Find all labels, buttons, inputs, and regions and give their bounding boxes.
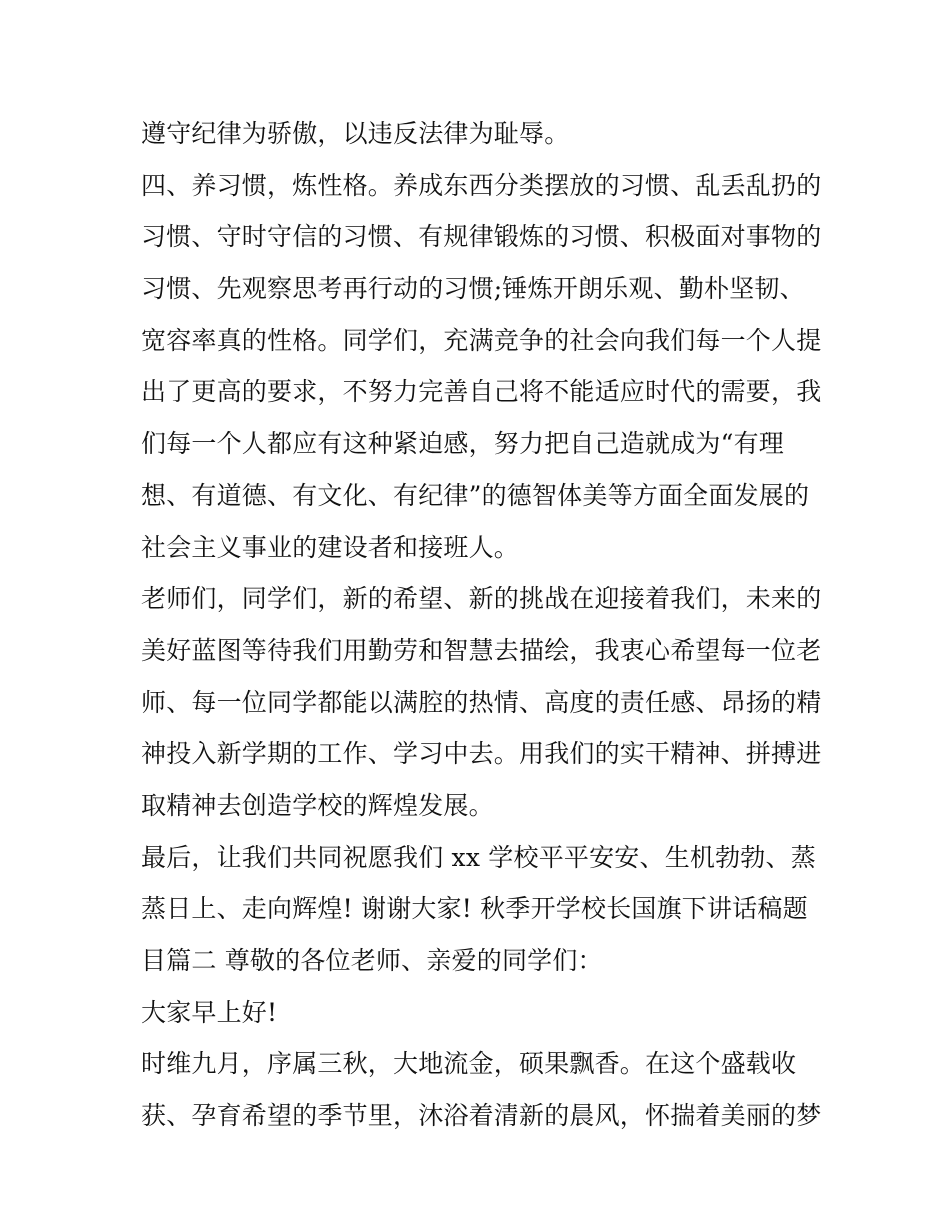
text-line: 蒸日上、走向辉煌! 谢谢大家! 秋季开学校长国旗下讲话稿题	[141, 894, 808, 924]
text-line: 宽容率真的性格。同学们，充满竞争的社会向我们每一个人提	[141, 325, 822, 355]
text-line: 目篇二 尊敬的各位老师、亲爱的同学们：	[141, 946, 603, 975]
text-line: 获、孕育希望的季节里，沐浴着清新的晨风，怀揣着美丽的梦	[141, 1101, 822, 1131]
document-body	[141, 108, 821, 1142]
text-line: 习惯、守时守信的习惯、有规律锻炼的习惯、积极面对事物的	[141, 222, 822, 252]
text-line: 时维九月，序属三秋，大地流金，硕果飘香。在这个盛载收	[141, 1049, 797, 1079]
text-line: 师、每一位同学都能以满腔的热情、高度的责任感、昂扬的精	[141, 687, 822, 717]
text-line: 习惯、先观察思考再行动的习惯;锤炼开朗乐观、勤朴坚韧、	[141, 274, 805, 304]
text-line: 想、有道德、有文化、有纪律”的德智体美等方面全面发展的	[141, 480, 810, 510]
text-line: 大家早上好!	[141, 997, 278, 1027]
text-line: 出了更高的要求，不努力完善自己将不能适应时代的需要，我	[141, 377, 822, 407]
text-line: 最后，让我们共同祝愿我们 xx 学校平平安安、生机勃勃、蒸	[141, 842, 816, 872]
text-line: 老师们，同学们，新的希望、新的挑战在迎接着我们，未来的	[141, 584, 822, 614]
text-line: 美好蓝图等待我们用勤劳和智慧去描绘，我衷心希望每一位老	[141, 635, 822, 665]
text-line: 四、养习惯，炼性格。养成东西分类摆放的习惯、乱丢乱扔的	[141, 170, 822, 200]
text-line: 遵守纪律为骄傲，以违反法律为耻辱。	[141, 119, 570, 148]
text-line: 取精神去创造学校的辉煌发展。	[141, 790, 494, 820]
text-line: 们每一个人都应有这种紧迫感，努力把自己造就成为“有理	[141, 429, 784, 459]
text-line: 社会主义事业的建设者和接班人。	[141, 532, 520, 562]
text-line: 神投入新学期的工作、学习中去。用我们的实干精神、拼搏进	[141, 739, 822, 769]
